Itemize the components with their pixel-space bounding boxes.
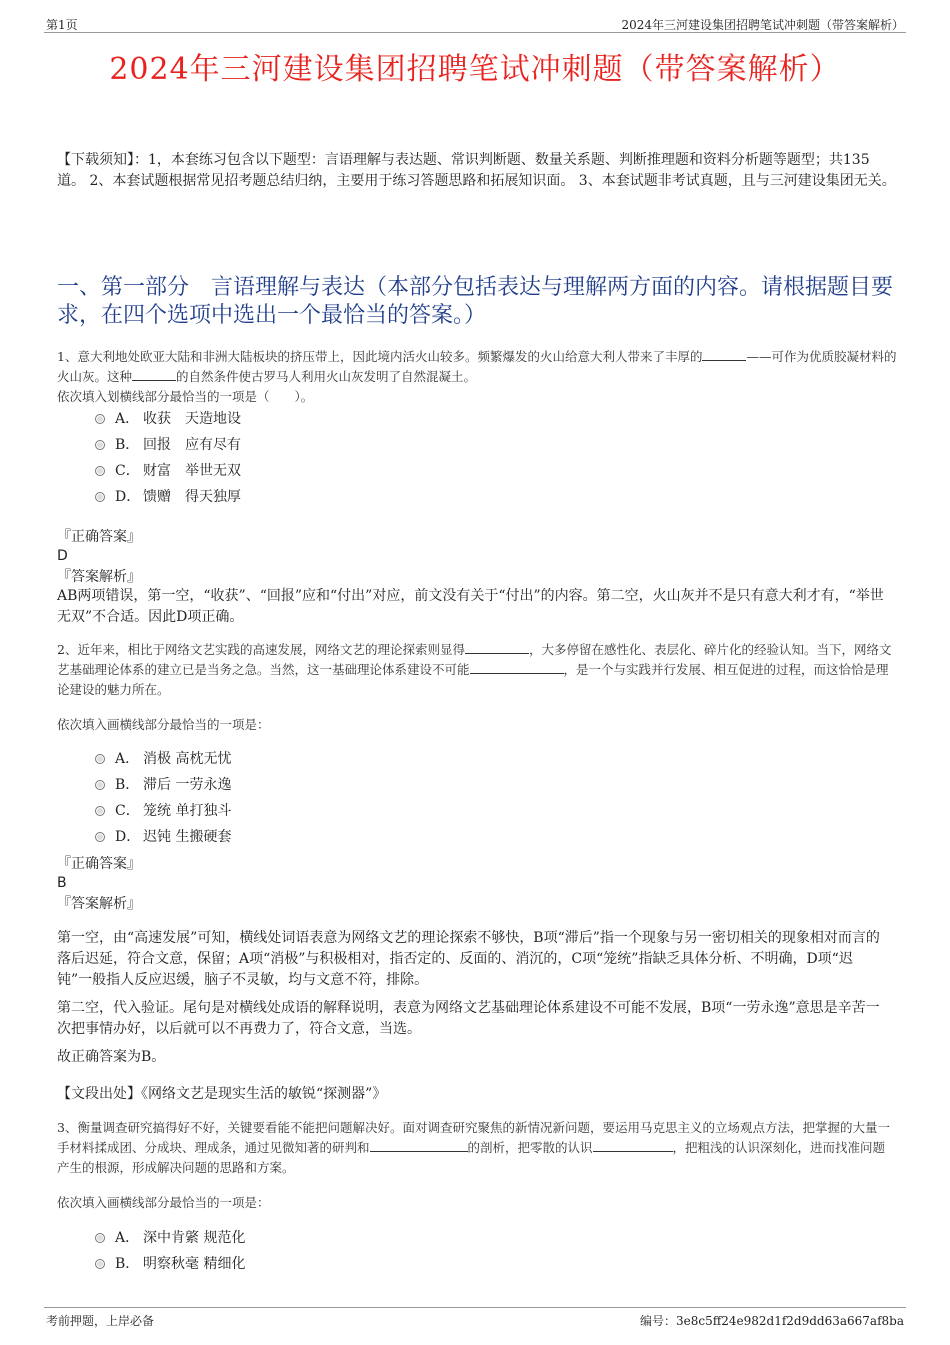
option-d[interactable]: D． 迟钝 生搬硬套 [95,824,495,850]
footer-slogan: 考前押题，上岸必备 [46,1314,155,1328]
download-notice: 【下载须知】：1，本套练习包含以下题型：言语理解与表达题、常识判断题、数量关系题、判断推理题和资料分析题等题型；共135道。 2、本套试题根据常见招考题总结归纳，主要用于练习答题思路和拓展知识面。 3、本套试题非考试真题，且与三河建设集团无关。 [57,152,896,189]
radio-icon[interactable] [95,832,105,842]
blank [470,661,564,674]
radio-icon[interactable] [95,806,105,816]
option-c[interactable]: C． 财富 举世无双 [95,458,495,484]
option-b[interactable]: B． 滞后 一劳永逸 [95,772,495,798]
answer-label: 『正确答案』 [57,529,141,545]
header-doc-title: 2024年三河建设集团招聘笔试冲刺题（带答案解析） [621,18,904,32]
blank [465,641,529,654]
radio-icon[interactable] [95,754,105,764]
question-2-options [95,746,495,850]
question-2-prompt: 依次填入画横线部分最恰当的一项是： [57,717,270,732]
radio-icon[interactable] [95,414,105,424]
answer-value: B [57,875,67,891]
page-number: 第1页 [46,18,78,32]
analysis-paragraph-1: 第一空，由“高速发展”可知，横线处词语表意为网络文艺的理论探索不够快，B项“滞后”指一个现象与另一密切相关的现象相对而言的落后迟延，符合文意，保留；A项“消极”与积极相对，指否定的、反面的、消沉的，C项“笼统”指缺乏具体分析、不明确，D项“迟钝”一般指人反应迟缓，脑子不灵敏，均与文意不符，排除。 [57,930,880,988]
question-1-prompt: 依次填入划横线部分最恰当的一项是（ ）。 [57,389,314,404]
question-3-prompt: 依次填入画横线部分最恰当的一项是： [57,1195,270,1210]
option-d[interactable]: D． 馈赠 得天独厚 [95,484,495,510]
analysis-label: 『答案解析』 [57,569,141,585]
blank [702,348,746,361]
radio-icon[interactable] [95,1259,105,1269]
blank [132,368,176,381]
option-a[interactable]: A． 收获 天造地设 [95,406,495,432]
option-a[interactable]: A． 深中肯綮 规范化 [95,1225,495,1251]
document-title: 2024年三河建设集团招聘笔试冲刺题（带答案解析） [109,52,841,87]
blank [593,1139,673,1152]
question-1-options [95,406,495,510]
radio-icon[interactable] [95,440,105,450]
document-id: 编号：3e8c5ff24e982d1f2d9dd63a667af8ba [640,1314,904,1328]
radio-icon[interactable] [95,780,105,790]
question-3-stem: 3、衡量调查研究搞得好不好，关键要看能不能把问题解决好。面对调查研究聚焦的新情况新问题，要运用马克思主义的立场观点方法，把掌握的大量一手材料揉成团、分成块、理成条，通过见微知著的研判和 的剖析，把零散的认识 ，把粗浅的认识深刻化，进而找准问题产生的根源，形成解决问题的思路和方案。 [57,1120,890,1175]
option-a[interactable]: A． 消极 高枕无忧 [95,746,495,772]
analysis-paragraph-2: 第二空，代入验证。尾句是对横线处成语的解释说明，表意为网络文艺基础理论体系建设不可能不发展，B项“一劳永逸”意思是辛苦一次把事情办好，以后就可以不再费力了，符合文意，当选。 [57,1000,880,1037]
radio-icon[interactable] [95,466,105,476]
page-footer [44,1307,906,1327]
answer-value: D [57,548,68,564]
page-header [44,14,906,33]
analysis-label: 『答案解析』 [57,896,141,912]
question-2-stem: 2、近年来，相比于网络文艺实践的高速发展，网络文艺的理论探索则显得 ，大多停留在感性化、表层化、碎片化的经验认知。当下，网络文艺基础理论体系的建立已是当务之急。当然，这一基础理论体系建设不可能 ，是一个与实践并行发展、相互促进的过程，而这恰恰是理论建设的魅力所在。 [57,642,892,697]
radio-icon[interactable] [95,492,105,502]
source-note: 【文段出处】《网络文艺是现实生活的敏锐“探测器”》 [57,1086,387,1102]
radio-icon[interactable] [95,1233,105,1243]
question-3-options [95,1225,495,1277]
blank [370,1139,468,1152]
option-c[interactable]: C． 笼统 单打独斗 [95,798,495,824]
question-1-stem: 1、意大利地处欧亚大陆和非洲大陆板块的挤压带上，因此境内活火山较多。频繁爆发的火山给意大利人带来了丰厚的 ——可作为优质胶凝材料的火山灰。这种 的自然条件使古罗马人利用火山灰发明了自然混凝土。 依次填入划横线部分最恰当的一项是（ ）。 [57,349,897,404]
analysis-text: AB两项错误，第一空，“收获”、“回报”应和“付出”对应，前文没有关于“付出”的内容。第二空，火山灰并不是只有意大利才有，“举世无双”不合适。因此D项正确。 [57,588,884,625]
option-b[interactable]: B． 明察秋毫 精细化 [95,1251,495,1277]
section-heading: 一、第一部分 言语理解与表达（本部分包括表达与理解两方面的内容。请根据题目要求，在四个选项中选出一个最恰当的答案。） [57,275,894,328]
analysis-conclusion: 故正确答案为B。 [57,1049,166,1065]
option-b[interactable]: B． 回报 应有尽有 [95,432,495,458]
answer-label: 『正确答案』 [57,856,141,872]
